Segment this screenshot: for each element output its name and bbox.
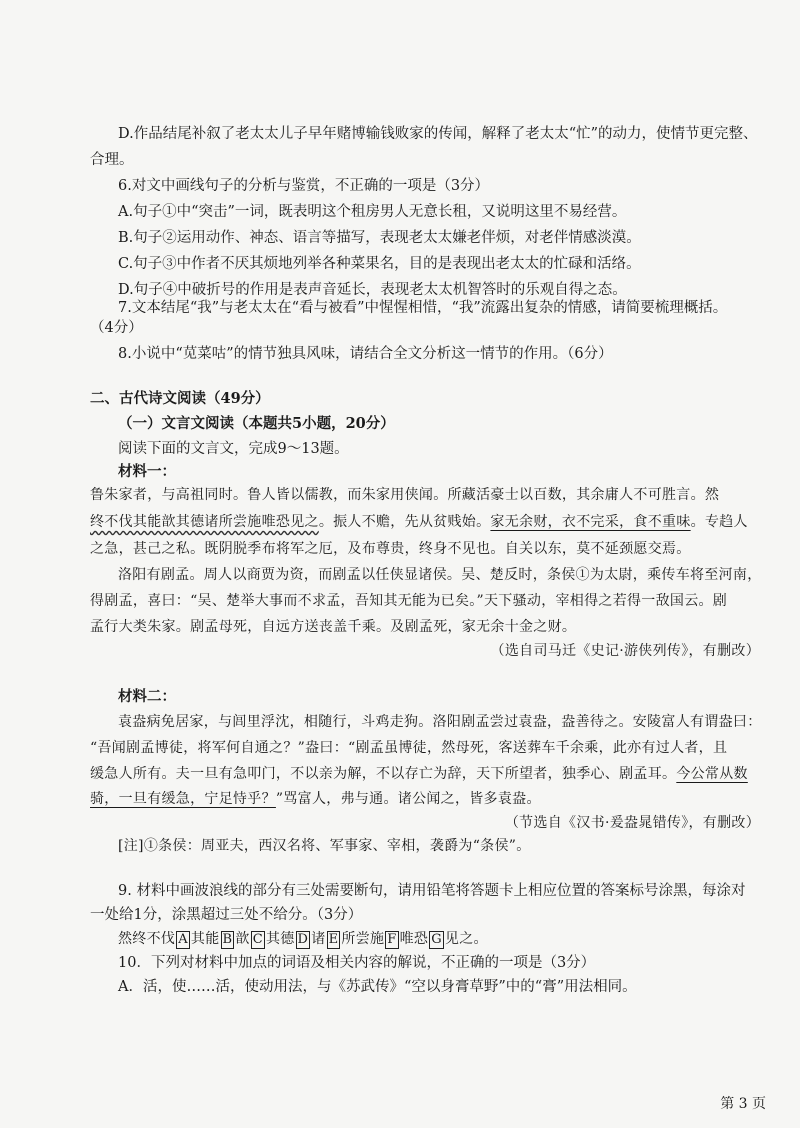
material2-line3: [90, 764, 748, 784]
material2-source: （节选自《汉书·爰盎晁错传》，有删改）: [504, 815, 760, 831]
material2-line3-start: 缓急人所有。夫一旦有急叩门，不以亲为解，不以存亡为辞，天下所望者，独季心、剧孟耳。: [90, 766, 677, 782]
q9-seg: 见之。: [444, 931, 488, 947]
page-number: 第 3 页: [720, 1096, 766, 1112]
material1-label: 材料一：: [118, 463, 176, 480]
material1-line6: 孟行大类朱家。剧孟母死，自远方送丧盖千乘。及剧孟死，家无余十金之财。: [90, 619, 577, 635]
q10-option-a: A．活，使……活，使动用法，与《苏武传》“空以身膏草野”中的“膏”用法相同。: [118, 979, 637, 995]
answer-box-c: C: [252, 932, 263, 947]
section2-instruction: 阅读下面的文言文，完成9～13题。: [118, 441, 349, 457]
answer-box-e: E: [328, 932, 339, 947]
q5-option-d-line1: D.作品结尾补叙了老太太儿子早年赌博输钱败家的传闻，解释了老太太“忙”的动力，使情节更完整、: [118, 126, 758, 142]
q9-seg-start: 然终不伐: [118, 931, 176, 947]
q9-line1: 9. 材料中画波浪线的部分有三处需要断句，请用铅笔将答题卡上相应位置的答案标号涂黑，每涂对: [118, 883, 746, 899]
material1-line3: 之急，甚己之私。既阴脱季布将军之厄，及布尊贵，终身不见也。自关以东，莫不延颈愿交焉。: [90, 541, 691, 557]
material1-line1: 鲁朱家者，与高祖同时。鲁人皆以儒教，而朱家用侠闻。所藏活豪士以百数，其余庸人不可胜言。然: [90, 487, 720, 503]
material2-line4: [90, 789, 541, 809]
material1-line2-mid: 。振人不赡，先从贫贱始。: [318, 514, 491, 530]
underlined-text: 骑，一旦有缓急，宁足恃乎？: [90, 791, 276, 807]
q6-option-a: A.句子①中“突击”一词，既表明这个租房男人无意长租，又说明这里不易经营。: [118, 204, 627, 220]
q9-line2: 一处给1分，涂黑超过三处不给分。（3分）: [90, 907, 363, 923]
underlined-text: 今公常从数: [676, 766, 748, 782]
q9-seg: 其能: [190, 931, 220, 947]
section2-title: 二、古代诗文阅读（49分）: [90, 390, 270, 407]
material2-line2: “吾闻剧孟博徒，将军何自通之？”盎曰：“剧孟虽博徒，然母死，客送葬车千余乘，此亦有过人者，且: [90, 740, 728, 756]
answer-box-g: G: [431, 932, 442, 947]
q9-seg: 其德: [265, 931, 295, 947]
q7-line2: （4分）: [90, 320, 143, 336]
q9-seg: 所尝施: [341, 931, 385, 947]
q10-stem: 10．下列对材料中加点的词语及相关内容的解说，不正确的一项是（3分）: [118, 955, 596, 971]
q9-seg: 歆: [235, 931, 250, 947]
material1-line2: [90, 512, 748, 532]
material2-line1: 袁盎病免居家，与闾里浮沈，相随行，斗鸡走狗。洛阳剧孟尝过袁盎，盎善待之。安陵富人有谓盎曰：: [118, 714, 762, 730]
material2-label: 材料二：: [118, 688, 176, 705]
underlined-text: 家无余财，衣不完采，食不重味: [490, 514, 691, 530]
wavy-underlined-text: 终不伐其能歆其德诸所尝施唯恐见之: [90, 514, 319, 530]
q6-option-b: B.句子②运用动作、神态、语言等描写，表现老太太嫌老伴烦，对老伴情感淡漠。: [118, 230, 641, 246]
material1-line4: 洛阳有剧孟。周人以商贾为资，而剧孟以任侠显诸侯。吴、楚反时，条侯①为太尉，乘传车将至河南，: [118, 567, 762, 583]
answer-box-a: A: [178, 932, 188, 947]
material2-line4-end: ”骂富人，弗与通。诸公闻之，皆多袁盎。: [275, 791, 541, 807]
material1-source: （选自司马迁《史记·游侠列传》，有删改）: [490, 643, 760, 659]
annotation-note: [注]①条侯：周亚夫，西汉名将、军事家、宰相，袭爵为“条侯”。: [118, 838, 531, 854]
q6-stem: 6.对文中画线句子的分析与鉴赏，不正确的一项是（3分）: [118, 178, 490, 194]
q7-line1: 7.文本结尾“我”与老太太在“看与被看”中惺惺相惜，“我”流露出复杂的情感，请简要梳理概括。: [118, 300, 728, 316]
q6-option-c: C.句子③中作者不厌其烦地列举各种菜果名，目的是表现出老太太的忙碌和活络。: [118, 256, 641, 272]
q9-sentence: [118, 929, 488, 949]
answer-box-b: B: [222, 932, 233, 947]
q9-seg: 诸: [311, 931, 326, 947]
section2-subtitle: （一）文言文阅读（本题共5小题，20分）: [118, 415, 395, 432]
material1-line2-end: 。专趋人: [690, 514, 748, 530]
q9-seg: 唯恐: [399, 931, 429, 947]
material1-line5: 得剧孟，喜曰：“吴、楚举大事而不求孟，吾知其无能为已矣。”天下骚动，宰相得之若得一敌国云。剧: [90, 593, 728, 609]
answer-box-f: F: [387, 932, 397, 947]
answer-box-d: D: [297, 932, 309, 947]
q6-option-d: D.句子④中破折号的作用是表声音延长，表现老太太机智答时的乐观自得之态。: [118, 282, 627, 298]
q5-option-d-line2: 合理。: [90, 152, 134, 168]
q8: 8.小说中“苋菜咕”的情节独具风味，请结合全文分析这一情节的作用。（6分）: [118, 346, 613, 362]
